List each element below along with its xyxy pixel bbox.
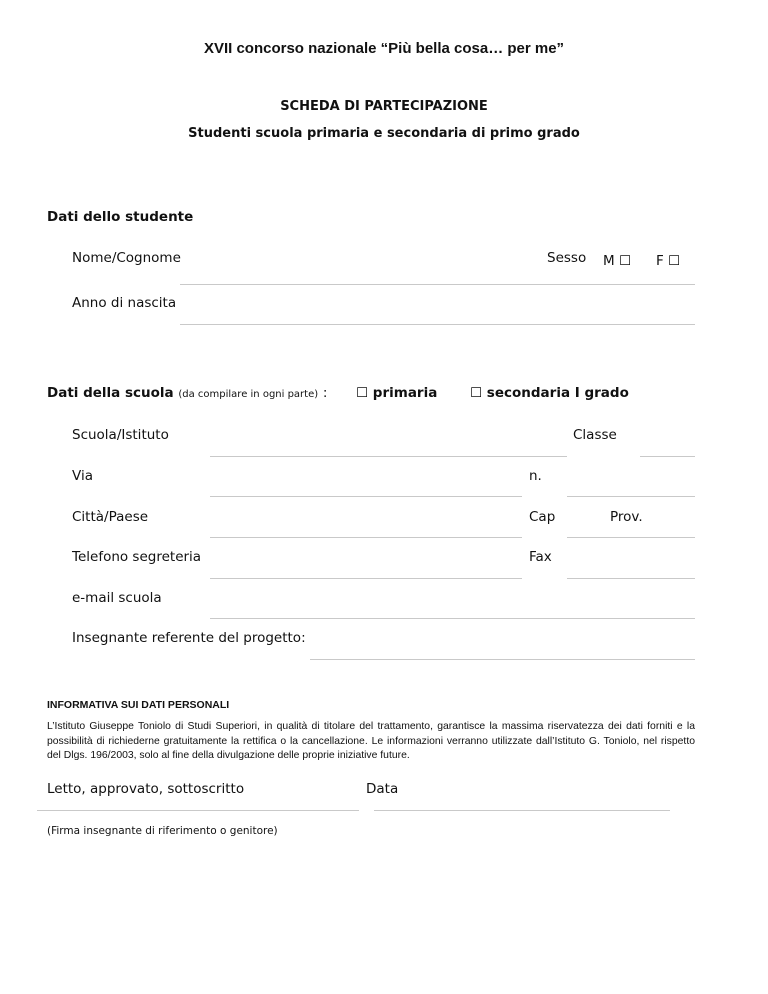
class-label: Classe — [573, 427, 617, 443]
via-field-line[interactable] — [210, 496, 522, 497]
school-section-title-text: Dati della scuola — [47, 385, 174, 401]
class-field-line[interactable] — [640, 456, 695, 457]
email-label: e-mail scuola — [72, 590, 162, 606]
phone-label: Telefono segreteria — [72, 549, 202, 565]
sex-m-checkbox[interactable]: M ☐ — [603, 253, 632, 269]
privacy-text: L’Istituto Giuseppe Toniolo di Studi Superiori, in qualità di titolare del trattamento, garantisce la massima riservatezza dei dati forniti e la possibilità di richiederne gratuitamente la rettifica o la cancellazione. Le informazioni verranno utilizzate dall’Istituto G. Toniolo, nel rispetto del Dlgs. 196/2003, solo al fine della divulgazione delle proprie iniziative future. — [47, 721, 695, 761]
sex-f-checkbox[interactable]: F ☐ — [656, 253, 681, 269]
form-subtitle: Studenti scuola primaria e secondaria di primo grado — [188, 126, 580, 141]
number-field-line[interactable] — [567, 496, 695, 497]
student-section-title: Dati dello studente — [47, 209, 194, 225]
signature-field-line[interactable] — [37, 810, 359, 811]
school-section-colon: : — [322, 385, 328, 401]
via-label: Via — [72, 468, 93, 484]
name-field-line[interactable] — [180, 284, 695, 285]
email-field-line[interactable] — [210, 618, 695, 619]
sex-label: Sesso — [547, 250, 587, 266]
school-label: Scuola/Istituto — [72, 427, 169, 443]
fax-label: Fax — [529, 549, 552, 565]
approved-label: Letto, approvato, sottoscritto — [47, 781, 245, 797]
city-label: Città/Paese — [72, 509, 149, 525]
fax-field-line[interactable] — [567, 578, 695, 579]
school-section-note: (da compilare in ogni parte) — [178, 389, 319, 400]
signature-note: (Firma insegnante di riferimento o genitore) — [47, 825, 278, 837]
birth-year-field-line[interactable] — [180, 324, 695, 325]
birth-year-label: Anno di nascita — [72, 295, 177, 311]
name-label: Nome/Cognome — [72, 250, 181, 266]
date-label: Data — [366, 781, 399, 797]
date-field-line[interactable] — [374, 810, 670, 811]
city-field-line[interactable] — [210, 537, 522, 538]
option-secondaria-checkbox[interactable]: ☐ secondaria I grado — [470, 385, 629, 401]
cap-label: Cap — [529, 509, 556, 525]
form-title: SCHEDA DI PARTECIPAZIONE — [280, 99, 488, 114]
cap-prov-field-line[interactable] — [567, 537, 695, 538]
teacher-field-line[interactable] — [310, 659, 695, 660]
teacher-label: Insegnante referente del progetto: — [72, 630, 306, 646]
prov-label: Prov. — [610, 509, 643, 525]
option-primaria-checkbox[interactable]: ☐ primaria — [356, 385, 438, 401]
school-field-line[interactable] — [210, 456, 567, 457]
contest-title: XVII concorso nazionale “Più bella cosa… per me” — [203, 40, 565, 57]
school-section-title — [47, 385, 327, 401]
number-label: n. — [529, 468, 542, 484]
phone-field-line[interactable] — [210, 578, 522, 579]
privacy-title: INFORMATIVA SUI DATI PERSONALI — [47, 699, 230, 711]
